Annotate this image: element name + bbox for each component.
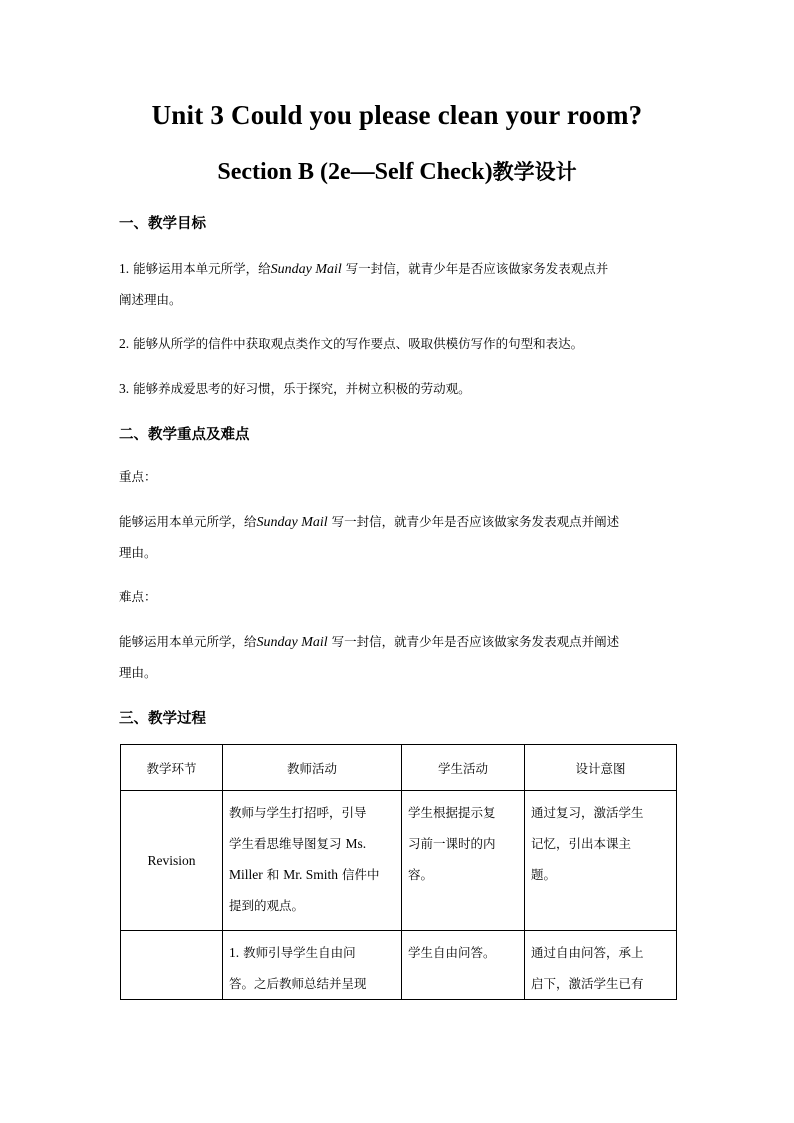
teacher-activity-cell: 教师与学生打招呼，引导 学生看思维导图复习 Ms. Miller 和 Mr. Smith 信件中 提到的观点。 bbox=[223, 791, 402, 931]
difficulty-text: 能够运用本单元所学，给Sunday Mail 写一封信，就青少年是否应该做家务发表观点并阐述 bbox=[119, 634, 620, 650]
header-design-intent: 设计意图 bbox=[525, 745, 677, 791]
section-heading-objectives: 一、教学目标 bbox=[119, 216, 206, 232]
table-row bbox=[121, 791, 677, 931]
student-activity-cell: 学生根据提示复 习前一课时的内 容。 bbox=[402, 791, 525, 931]
stage-cell bbox=[121, 931, 223, 1000]
student-activity-cell: 学生自由问答。 bbox=[402, 931, 525, 1000]
document-subtitle bbox=[0, 156, 794, 186]
header-stage: 教学环节 bbox=[121, 745, 223, 791]
design-intent-cell: 通过自由问答，承上 启下，激活学生已有 bbox=[525, 931, 677, 1000]
teaching-process-table bbox=[120, 744, 677, 1000]
table-row bbox=[121, 931, 677, 1000]
subtitle-chinese: 教学设计 bbox=[492, 160, 577, 184]
key-point-text: 能够运用本单元所学，给Sunday Mail 写一封信，就青少年是否应该做家务发表观点并阐述 bbox=[119, 514, 620, 530]
magazine-name: Sunday Mail bbox=[256, 515, 328, 530]
stage-cell: Revision bbox=[121, 791, 223, 931]
objective-1: 1. 能够运用本单元所学，给Sunday Mail 写一封信，就青少年是否应该做家务发表观点并 bbox=[119, 261, 609, 277]
objective-1-continued: 阐述理由。 bbox=[119, 292, 182, 307]
difficulty-text-continued: 理由。 bbox=[119, 665, 157, 680]
section-heading-process: 三、教学过程 bbox=[119, 711, 206, 727]
key-point-label: 重点： bbox=[119, 469, 157, 484]
objective-3: 3. 能够养成爱思考的好习惯，乐于探究，并树立积极的劳动观。 bbox=[119, 381, 471, 396]
table-header-row bbox=[121, 745, 677, 791]
magazine-name: Sunday Mail bbox=[270, 262, 342, 277]
objective-2: 2. 能够从所学的信件中获取观点类作文的写作要点、吸取供模仿写作的句型和表达。 bbox=[119, 336, 584, 351]
design-intent-cell: 通过复习，激活学生 记忆，引出本课主 题。 bbox=[525, 791, 677, 931]
teacher-activity-cell: 1. 教师引导学生自由问 答。之后教师总结并呈现 bbox=[223, 931, 402, 1000]
header-teacher-activity: 教师活动 bbox=[223, 745, 402, 791]
magazine-name: Sunday Mail bbox=[256, 635, 328, 650]
key-point-text-continued: 理由。 bbox=[119, 545, 157, 560]
section-heading-key-points: 二、教学重点及难点 bbox=[119, 427, 250, 443]
subtitle-english: Section B (2e—Self Check) bbox=[217, 159, 493, 185]
header-student-activity: 学生活动 bbox=[402, 745, 525, 791]
document-title: Unit 3 Could you please clean your room? bbox=[151, 100, 643, 130]
difficulty-label: 难点： bbox=[119, 589, 157, 604]
